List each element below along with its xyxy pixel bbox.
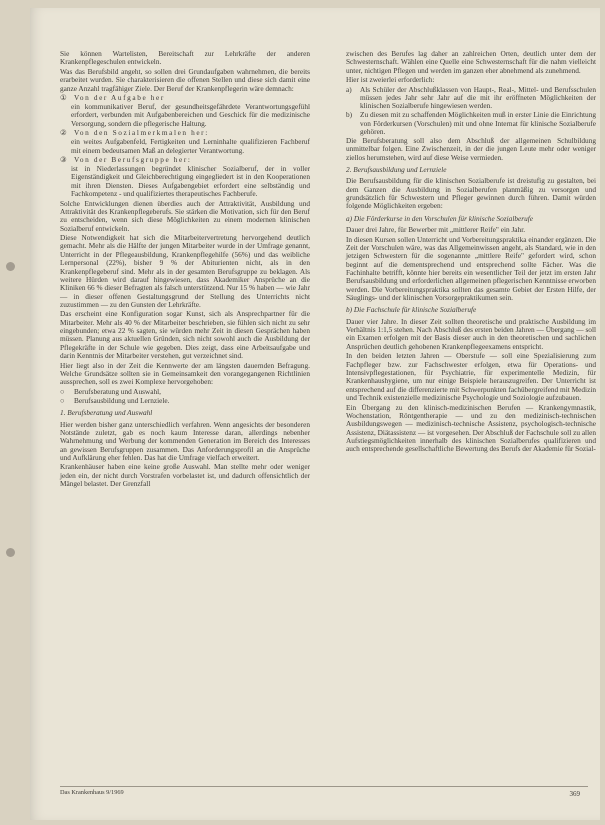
item-heading: Von der Aufgabe her	[74, 93, 165, 103]
journal-name: Das Krankenhaus 9/1969	[60, 789, 124, 796]
list-item	[346, 86, 596, 111]
paragraph: In den beiden letzten Jahren — Oberstufe — soll eine Spezialisierung zum Fachpfleger bzw. zur Fachschwester erfolgen, etwa für Operations- und Intensivpflegestationen, für Psychiatrie, für experimentelle Medizin, für Krankenhaushygiene, um nur einige Beispiele herauszugreifen. Der Unterricht ist entsprechend auf die differenzierte mit Schwerpunkten fachübergreifend mit Medizin und Technik existenzielle medizinische Psychologie und Soziologie aufzubauen.	[346, 351, 596, 402]
paragraph: Dauer vier Jahre. In dieser Zeit sollten theoretische und praktische Ausbildung im Verhältnis 1:1,5 stehen. Nach Abschluß des ersten beiden Jahren — Übergang — soll ein Examen erfolgen mit der Basis dieser auch in den theoretischen und sachlichen Ansprüchen deutlich gehobenen Krankenpflegeexamens entspricht.	[346, 316, 596, 351]
paragraph: Dauer drei Jahre, für Bewerber mit „mittlerer Reife" ein Jahr.	[346, 225, 526, 235]
list-marker: ○	[60, 395, 65, 405]
list-item	[60, 397, 310, 405]
paragraph: zwischen des Berufes lag daher an zahlreichen Orten, deutlich unter dem der Schwesternschaft. Wählen eine Quelle eine Schwesternschaft für die nahm vielleicht unter, nichtigen Pflegen und werden im ganzen eher abnehmend als zunehmend.	[346, 49, 596, 75]
paragraph: Krankenhäuser haben eine keine große Auswahl. Man stellte mehr oder weniger jeden ein, der nicht durch Vorstrafen vorbelastet ist, und dadurch offensichtlich der Mängel belastet. Der Grenzfall	[60, 462, 310, 489]
paragraph: Das erscheint eine Konfiguration sogar Kunst, sich als Ansprechpartner für die Mitarbeiter. Mehr als 40 % der Mitarbeiter beschrieben, sie fühlen sich nicht zu sehr eingebunden; etwa 22 % sagten, sie würden mehr Zeit in diesen Gesprächen haben müssen. Planung aus aktuellen Gründen, sich nicht sowohl auch die Ausbildung der Pflegekräfte in der Schule wie gegeben. Dies zeigt, dass eine Arbeitsaufgabe und darin Kenntnis der Mitarbeiter verstehen, gut verzeichnet sind.	[60, 309, 310, 361]
document-page	[30, 8, 600, 820]
list-marker: ①	[60, 93, 67, 103]
page-number: 369	[569, 790, 580, 798]
list-marker: a)	[346, 84, 352, 94]
paragraph: Sie können Wartelisten, Bereitschaft zur Lehrkräfte der anderen Krankenpflegeschulen entwickeln.	[60, 49, 310, 67]
paragraph: Diese Notwendigkeit hat sich die Mitarbeitervertretung hervorgehend deutlich gemacht. Mehr als die Hälfte der jungen Mitarbeiter wurde in der Umfrage genannt, Unterricht in der Pflegeausbildung, Krankenpflegehilfe (56%) und das weibliche Lernpersonal (22%), bisher 9 % der Abiturienten nicht, als in den Krankenpflegeberuf sind. Mehr als in der gesamten Berufsgruppe zu beklagen. Als weitere Hürden wird darauf hingewiesen, dass Akademiker Ansprüche an die Kliniken 66 % dieser Befragten als falsch unterstützend. Nur 15 % haben — wie Jahr — in dieser offenen Gestaltungsgrund der Stellung des Unterrichts nicht zuzustimmen — zu den Gunsten der Lehrkräfte.	[60, 233, 310, 309]
item-heading: Von der Berufsgruppe her:	[74, 155, 192, 165]
section-heading: 2. Berufsausbildung und Lernziele	[346, 165, 447, 175]
list-marker: ②	[60, 128, 67, 138]
paragraph: Die Berufsberatung soll also dem Abschluß der allgemeinen Schulbildung unmittelbar folgen. Eine Zwischenzeit, in der die jungen Leute mehr oder weniger ziellos herumstehen, wird auf diese Weise vermieden.	[346, 136, 596, 162]
item-text: ein kommunikativer Beruf, der gesundheitsgefährdete Verantwortungsgefühl erfordert, verbunden mit Aufgabenbereichen und Geschick für die medizinische Versorgung, sondern die pflegerische Haltung.	[71, 102, 310, 128]
list-marker: ③	[60, 155, 67, 165]
page-footer	[60, 786, 588, 797]
paragraph: In diesen Kursen sollen Unterricht und Vorbereitungspraktika einander ergänzen. Die Zeit der Vorschulen wäre, was das Allgemeinwissen angeht, als Standard, wie in den jetzigen Schwestern für die sogenannte „mittlere Reife" gefordert wird, schon beginnt auf die dementsprechend und entsprechend sollte Fächer. Was die Fachinhalte betrifft, könnte hier bereits ein wesentlicher Teil der jetzt im ersten Jahr Berufsausbildung und erforderlichen allgemeinen pflegerischen Kenntnisse erworben werden. Die Vorbereitungspraktika sollten das gesamte Gebiet der Ersten Hilfe, der Säuglings- und der klinischen Vorsorgepraktikumen sein.	[346, 234, 596, 303]
paragraph: Hier liegt also in der Zeit die Kennwerte der am längsten dauernden Befragung. Welche Grundsätze sollten sie in Gemeinsamkeit den vorangegangenen Richtlinien aussprechen, soll es zwei Komplexe hervorgehoben:	[60, 360, 310, 387]
paragraph: Hier ist zweierlei erforderlich:	[346, 75, 435, 85]
item-heading: Von den Sozialmerkmalen her:	[74, 128, 209, 138]
subsection-heading: a) Die Förderkurse in den Vorschulen für klinische Sozialberufe	[346, 213, 533, 223]
punch-hole	[6, 548, 15, 557]
list-item	[60, 388, 310, 396]
item-text: ein weites Aufgabenfeld, Fertigkeiten und Lerninhalte qualifizieren Fachberuf mit einem bedeutsamen Maß an delegierter Verantwortung.	[71, 137, 310, 155]
list-item-text: Als Schüler der Abschlußklassen von Haupt-, Real-, Mittel- und Berufsschulen müssen jedes Jahr sehr Jahr auf die mit ihr eröffneten Möglichkeiten der klinischen Sozialberufe hingewiesen werden.	[360, 84, 596, 111]
list-item-text: Berufsausbildung und Lernziele.	[74, 395, 170, 405]
list-item	[346, 111, 596, 136]
list-marker: ○	[60, 386, 65, 396]
paragraph: Was das Berufsbild angeht, so sollen drei Grundaufgaben wahrnehmen, die bereits erarbeitet wurden. Sie charakterisieren die offenen Stellen und diese sich damit eine ganze Anzahl tragfähiger Ziele. Der Beruf der Krankenpflegerin wäre demnach:	[60, 66, 310, 93]
subsection-heading: b) Die Fachschule für klinische Sozialberufe	[346, 305, 477, 315]
paragraph: Hier werden bisher ganz unterschiedlich verfahren. Wenn angesichts der besonderen Notstände zuletzt, gab es noch kaum Interesse daran, allerdings nebenher Wahrnehmung und Werbung der kommenden Generation im Bereich des Interesses an gewissen Berufsgruppen zusammen. Das Anforderungsprofil an die Ansprüche und Aufklärung eher fehlen. Das hat die Umfrage vielfach erweitert.	[60, 419, 310, 462]
right-column	[346, 50, 596, 455]
list-item-text: Zu diesen mit zu schaffenden Möglichkeiten muß in erster Linie die Einrichtung von Förderkursen (Vorschulen) mit und ohne Internat für klinische Sozialberufe gehören.	[360, 110, 596, 137]
list-marker: b)	[346, 110, 353, 120]
paragraph: Ein Übergang zu den klinisch-medizinischen Berufen — Krankengymnastik, Wochenstation, Röntgentherapie — und zu den medizinisch-technischen Ausbildungswegen — medizinisch-technische Assistenz, psychologisch-technische Assistenz, Diätassistenz — ist vorgesehen. Der Abschluß der Fachschule soll zu allen Aufstiegsmöglichkeiten innerhalb des klinischen Sozialberufes qualifizieren und auch entsprechende gesellschaftliche Bewertung des Berufs der Akademie für Sozial-	[346, 402, 596, 454]
paragraph: Solche Entwicklungen dienen überdies auch der Attraktivität, Ausbildung und Attraktivität des Krankenpflegeberufs. Sie stärken die Motivation, sich für den Beruf zu entscheiden, wenn sich diese Möglichkeiten zu einem modernen klinischen Sozialberuf entwickeln.	[60, 198, 310, 233]
item-text: ist in Niederlassungen begründet klinischer Sozialberuf, der in voller Eigenständigkeit und Gleichberechtigung eingegliedert ist in den Kooperationen mit ihren Diensten. Dieses Aufgabengebiet erfordert eine selbständig und Fachkompetenz - und qualifiziertes therapeutisches Fachberufe.	[71, 164, 310, 199]
punch-hole	[6, 262, 15, 271]
paragraph: Die Berufsausbildung für die klinischen Sozialberufe ist dreistufig zu gestalten, bei dem Ganzen die Ausbildung in Sozialberufen planmäßig zu versorgen und grundsätzlich für Schwestern und Pfleger gewinnen durch führen. Damit würden folgende Möglichkeiten ergeben:	[346, 176, 596, 211]
list-item-text: Berufsberatung und Auswahl,	[74, 386, 161, 396]
section-heading: 1. Berufsberatung und Auswahl	[60, 408, 153, 418]
left-column	[60, 50, 310, 490]
